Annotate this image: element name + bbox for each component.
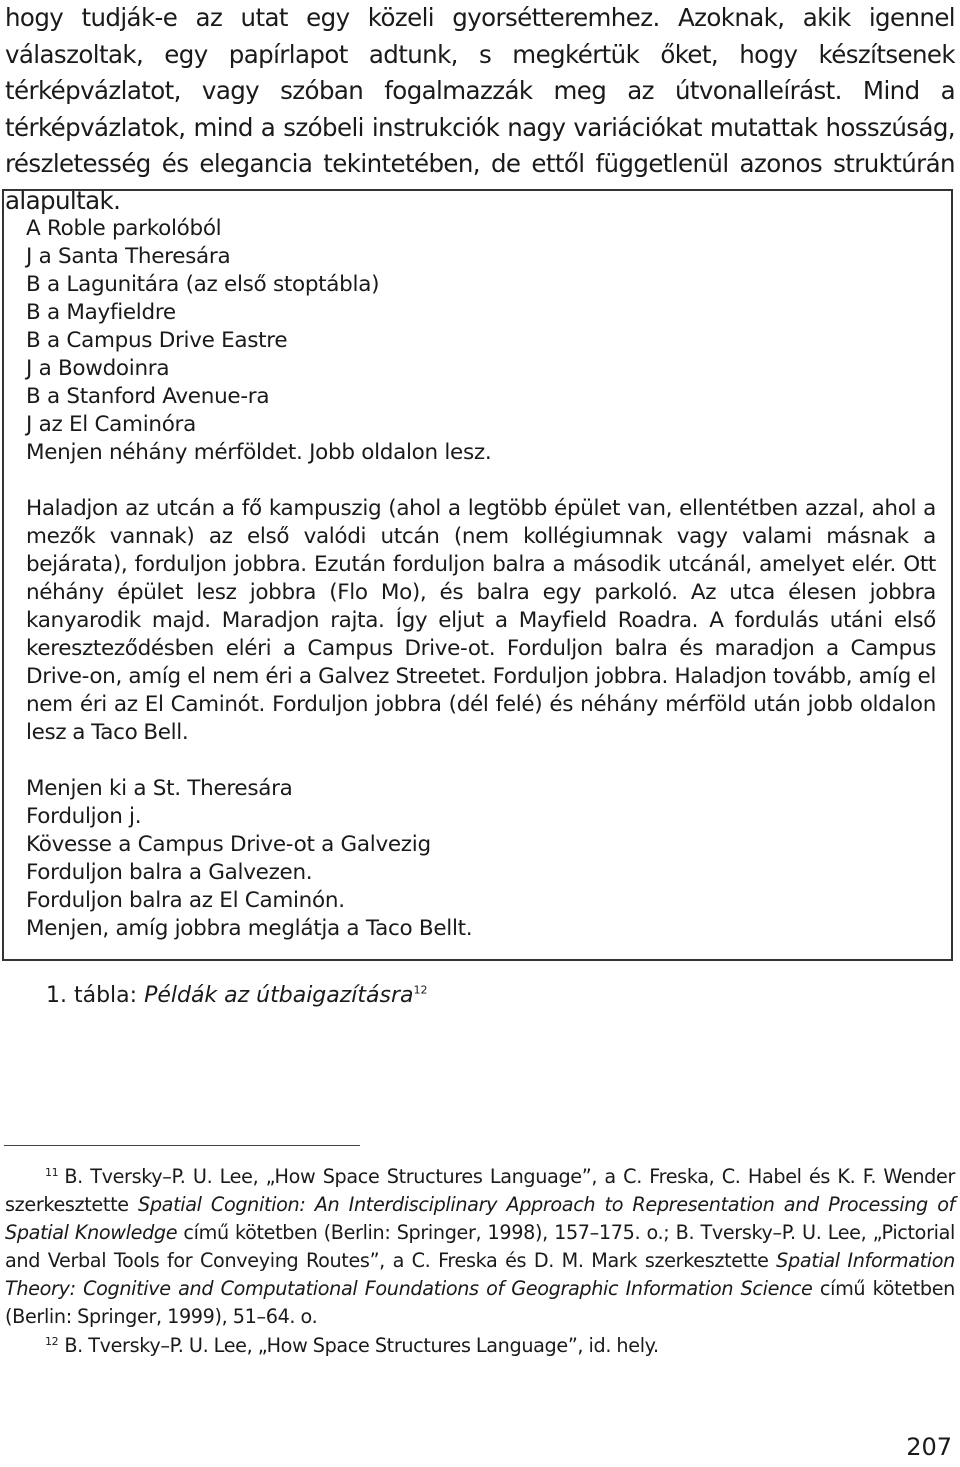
footnote-book-title: Spatial Information Theory: Cognitive and Computational Foundations of Geographic Information Science [5,1249,955,1300]
footnote-text: című kötetben (Berlin: Springer, 1999), 51–64. o. [5,1277,955,1328]
route-line: A Roble parkolóból [26,216,222,241]
footnote-11 [5,1163,955,1331]
footnote-divider [4,1145,360,1146]
footnote-text: B. Tversky–P. U. Lee, „How Space Structures Language”, id. hely. [64,1334,659,1357]
caption-title: Példák az útbaigazításra [144,983,414,1008]
route-line: B a Mayfieldre [26,300,176,325]
route-line: Menjen ki a St. Theresára [26,776,293,801]
route-line: B a Stanford Avenue-ra [26,384,270,409]
intro-paragraph: hogy tudják-e az utat egy közeli gyorsétteremhez. Azoknak, akik igennel válaszoltak, egy papírlapot adtunk, s megkértük őket, hogy készítsenek térképvázlatot, vagy szóban fogalmazzák meg az útvonalleírást. Mind a térképvázlatok, mind a szóbeli instrukciók nagy variációkat mutattak hosszúság, részletesség és elegancia tekintetében, de ettől függetlenül azonos struktúrán alapultak. [5,3,955,215]
footnote-number: 11 [45,1165,59,1179]
route-line: J a Santa Theresára [26,244,231,269]
examples-box [2,189,953,961]
footnote-text: című kötetben (Berlin: Springer, 1998), 157–175. o.; B. Tversky–P. U. Lee, „Pictorial and Verbal Tools for Conveying Routes”, a C. Freska és D. M. Mark szerkesztette [5,1221,955,1272]
caption-label: 1. tábla: [46,983,145,1008]
caption-footnote-ref: 12 [413,983,428,997]
route-line: Kövesse a Campus Drive-ot a Galvezig [26,832,431,857]
route-line: Menjen, amíg jobbra meglátja a Taco Bellt. [26,916,473,941]
footnote-book-title: Spatial Cognition: An Interdisciplinary Approach to Representation and Processing of Spatial Knowledge [5,1193,955,1244]
route-line: J a Bowdoinra [26,356,170,381]
route-line: Forduljon balra az El Caminón. [26,888,345,913]
route-line: Menjen néhány mérföldet. Jobb oldalon lesz. [26,440,492,465]
footnote-12 [5,1332,955,1360]
route-line: B a Campus Drive Eastre [26,328,288,353]
route-list-terse [26,775,472,943]
route-line: Forduljon j. [26,804,142,829]
route-line: B a Lagunitára (az első stoptábla) [26,272,380,297]
footnote-text: B. Tversky–P. U. Lee, „How Space Structures Language”, a C. Freska, C. Habel és K. F. Wender szerkesztette [5,1165,955,1216]
footnote-number: 12 [45,1334,59,1348]
route-line: J az El Caminóra [26,412,196,437]
page-number: 207 [906,1433,952,1461]
table-caption [46,981,428,1011]
route-line: Forduljon balra a Galvezen. [26,860,313,885]
route-paragraph: Haladjon az utcán a fő kampuszig (ahol a legtöbb épület van, ellentétben azzal, ahol a mezők vannak) az első valódi utcán (nem kollégiumnak vagy valami másnak a bejárata), forduljon jobbra. Ezután forduljon balra a második utcánál, amelyet elér. Ott néhány épület lesz jobbra (Flo Mo), és balra egy parkoló. Az utca élesen jobbra kanyarodik majd. Maradjon rajta. Így eljut a Mayfield Roadra. A fordulás utáni első kereszteződésben eléri a Campus Drive-ot. Forduljon balra és maradjon a Campus Drive-on, amíg el nem éri a Galvez Streetet. Forduljon jobbra. Haladjon tovább, amíg el nem éri az El Caminót. Forduljon jobbra (dél felé) és néhány mérföld után jobb oldalon lesz a Taco Bell. [26,496,936,745]
route-list-short [26,215,491,467]
